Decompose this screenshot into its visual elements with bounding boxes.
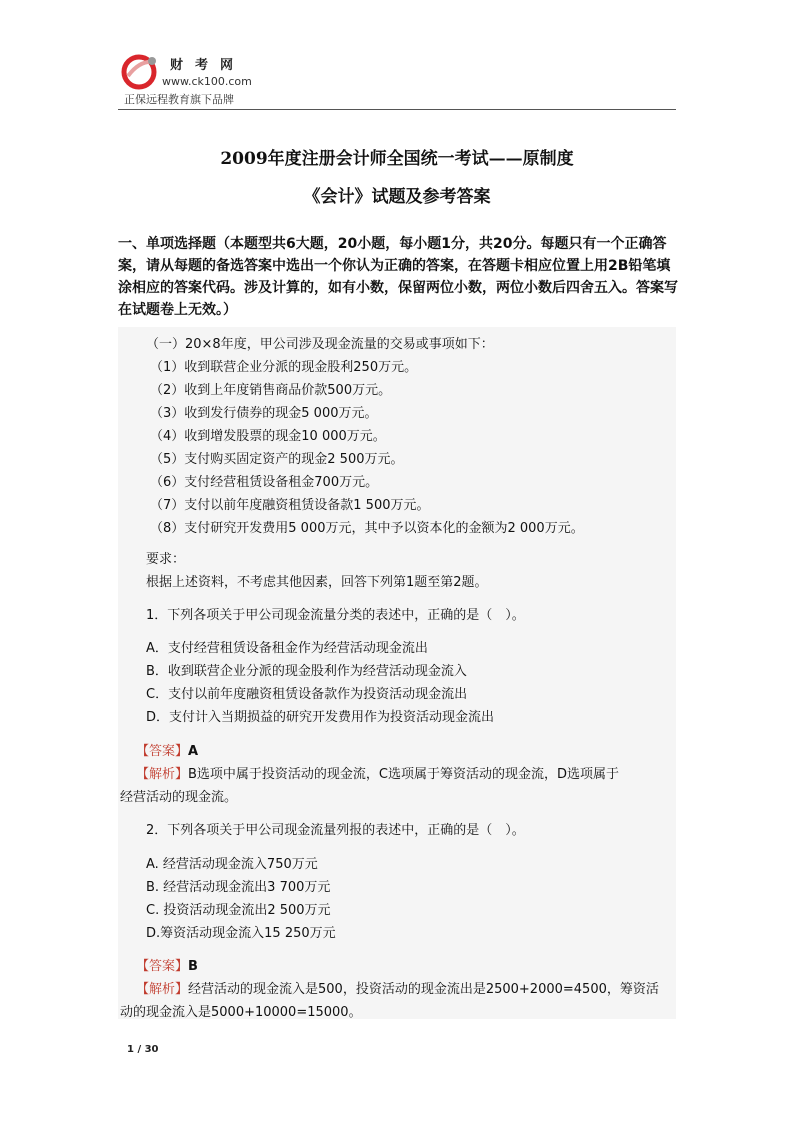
- answer-option: B．收到联营企业分派的现金股利作为经营活动现金流入: [146, 664, 467, 679]
- analysis-line: [136, 978, 659, 997]
- question-stem: 2．下列各项关于甲公司现金流量列报的表述中，正确的是（ ）。: [146, 823, 525, 838]
- question-box: [118, 327, 676, 1019]
- analysis-continuation: 动的现金流入是5000+10000=15000。: [120, 1005, 362, 1020]
- case-item: （3）收到发行债券的现金5 000万元。: [150, 406, 378, 421]
- answer-option: A．支付经营租赁设备租金作为经营活动现金流出: [146, 641, 428, 656]
- ck100-logo-icon: [120, 52, 160, 90]
- answer-label: 【答案】: [136, 959, 189, 974]
- case-item: （5）支付购买固定资产的现金2 500万元。: [150, 452, 404, 467]
- answer-option: D.筹资活动现金流入15 250万元: [146, 926, 336, 941]
- document-subtitle: 《会计》试题及参考答案: [303, 187, 491, 207]
- answer-option: D．支付计入当期损益的研究开发费用作为投资活动现金流出: [146, 710, 495, 725]
- analysis-label: 【解析】: [136, 982, 189, 997]
- case-item: （1）收到联营企业分派的现金股利250万元。: [150, 360, 418, 375]
- case-item: （8）支付研究开发费用5 000万元，其中予以资本化的金额为2 000万元。: [150, 521, 584, 536]
- requirement-text: 根据上述资料，不考虑其他因素，回答下列第1题至第2题。: [146, 575, 488, 590]
- answer-label: 【答案】: [136, 744, 189, 759]
- analysis-text: 经营活动的现金流入是500，投资活动的现金流出是2500+2000=4500，筹资活: [188, 982, 659, 997]
- case-item: （2）收到上年度销售商品价款500万元。: [150, 383, 392, 398]
- analysis-text: B选项中属于投资活动的现金流，C选项属于筹资活动的现金流，D选项属于: [188, 767, 620, 782]
- answer-line: [136, 740, 198, 759]
- case-item: （6）支付经营租赁设备租金700万元。: [150, 475, 379, 490]
- answer-option: C．支付以前年度融资租赁设备款作为投资活动现金流出: [146, 687, 468, 702]
- analysis-line: [136, 763, 619, 782]
- answer-option: B. 经营活动现金流出3 700万元: [146, 880, 331, 895]
- answer-option: A. 经营活动现金流入750万元: [146, 857, 318, 872]
- site-url: www.ck100.com: [162, 75, 252, 88]
- section-heading: 一、单项选择题（本题型共6大题，20小题，每小题1分，共20分。每题只有一个正确答案，请从每题的备选答案中选出一个你认为正确的答案，在答题卡相应位置上用2B铅笔填涂相应的答案代码。涉及计算的，如有小数，保留两位小数，两位小数后四舍五入。答案写在试题卷上无效。）: [118, 236, 678, 318]
- site-name: 财考网: [170, 58, 246, 73]
- document-title: 2009年度注册会计师全国统一考试——原制度: [220, 149, 574, 169]
- question-stem: 1．下列各项关于甲公司现金流量分类的表述中，正确的是（ ）。: [146, 608, 525, 623]
- case-item: （4）收到增发股票的现金10 000万元。: [150, 429, 386, 444]
- site-slogan: 正保远程教育旗下品牌: [124, 93, 234, 106]
- header-divider: [118, 109, 676, 110]
- answer-option: C. 投资活动现金流出2 500万元: [146, 903, 331, 918]
- page-header: [118, 50, 678, 110]
- requirement-label: 要求：: [146, 552, 186, 567]
- case-item: （7）支付以前年度融资租赁设备款1 500万元。: [150, 498, 430, 513]
- analysis-continuation: 经营活动的现金流。: [120, 790, 238, 805]
- answer-value: A: [188, 744, 199, 759]
- analysis-label: 【解析】: [136, 767, 189, 782]
- page-number: 1 / 30: [127, 1044, 159, 1055]
- answer-value: B: [188, 959, 198, 974]
- case-intro: （一）20×8年度，甲公司涉及现金流量的交易或事项如下：: [146, 337, 494, 352]
- answer-line: [136, 955, 198, 974]
